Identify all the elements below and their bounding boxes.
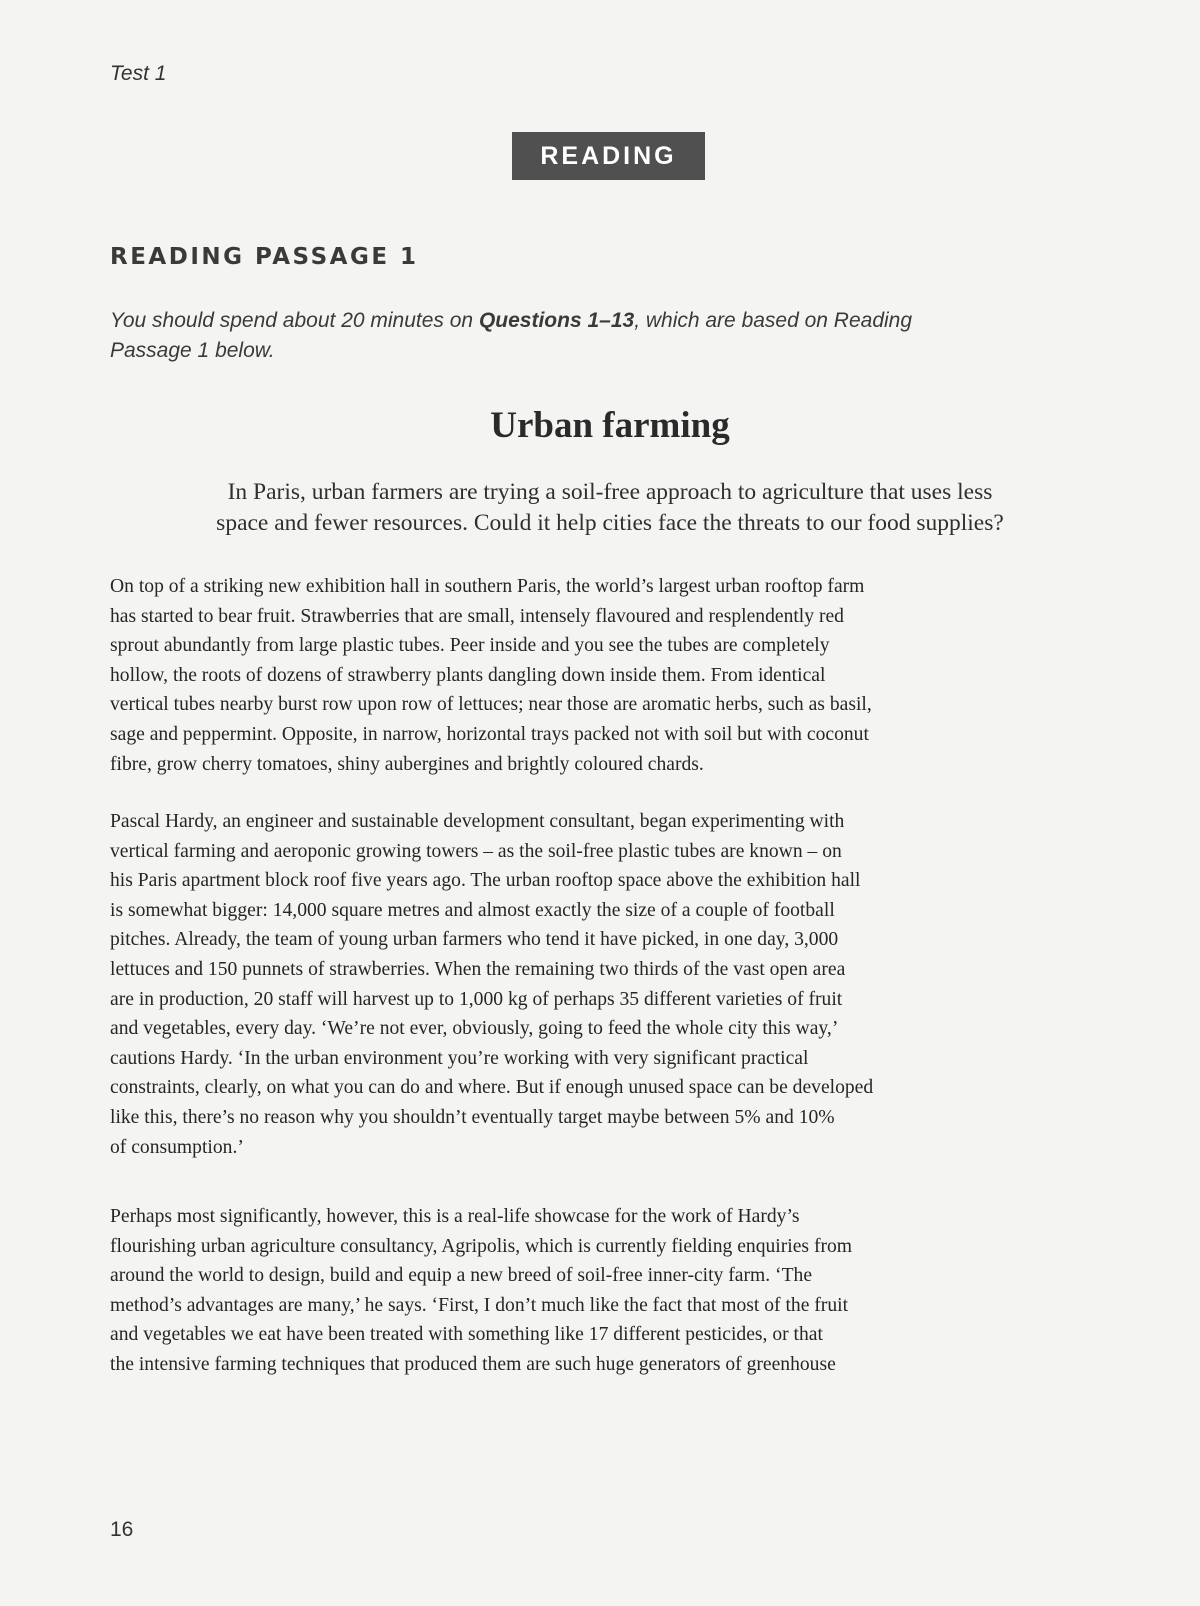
text-line: lettuces and 150 punnets of strawberries. When the remaining two thirds of the vast open area (110, 958, 846, 980)
text-line: vertical farming and aeroponic growing towers – as the soil-free plastic tubes are known – on (110, 840, 842, 862)
instruction-text: You should spend about 20 minutes on (110, 309, 479, 332)
paragraph-1 (110, 572, 1110, 779)
paragraph-3 (110, 1202, 1110, 1380)
text-line: around the world to design, build and equip a new breed of soil-free inner-city farm. ‘The (110, 1265, 813, 1287)
subtitle-line: In Paris, urban farmers are trying a soil-free approach to agriculture that uses less (227, 479, 993, 505)
text-line: like this, there’s no reason why you shouldn’t eventually target maybe between 5% and 10% (110, 1106, 835, 1128)
text-line: and vegetables, every day. ‘We’re not ever, obviously, going to feed the whole city this way,’ (110, 1018, 839, 1040)
text-line: flourishing urban agriculture consultancy, Agripolis, which is currently fielding enquiries from (110, 1235, 853, 1257)
subtitle-line: space and fewer resources. Could it help cities face the threats to our food supplies? (216, 510, 1004, 536)
paragraph-2 (110, 807, 1110, 1162)
test-label: Test 1 (110, 62, 167, 85)
text-line: of consumption.’ (110, 1136, 244, 1158)
text-line: method’s advantages are many,’ he says. ‘First, I don’t much like the fact that most of the fruit (110, 1294, 849, 1316)
instruction-questions: Questions 1–13 (478, 309, 635, 332)
text-line: Perhaps most significantly, however, this is a real-life showcase for the work of Hardy’s (110, 1206, 800, 1227)
article-title: Urban farming (490, 405, 730, 446)
text-line: sprout abundantly from large plastic tubes. Peer inside and you see the tubes are completely (110, 635, 830, 657)
instruction-text-after: , which are based on Reading (634, 309, 913, 332)
text-line: has started to bear fruit. Strawberries that are small, intensely flavoured and resplendently red (110, 605, 844, 627)
text-line: vertical tubes nearby burst row upon row of lettuces; near those are aromatic herbs, such as basil, (110, 694, 872, 716)
instructions (110, 306, 1100, 366)
text-line: his Paris apartment block roof five years ago. The urban rooftop space above the exhibition hall (110, 870, 861, 892)
text-line: are in production, 20 staff will harvest up to 1,000 kg of perhaps 35 different varieties of fruit (110, 988, 843, 1010)
text-line: the intensive farming techniques that produced them are such huge generators of greenhouse (110, 1353, 836, 1375)
text-line: Pascal Hardy, an engineer and sustainable development consultant, began experimenting with (110, 811, 845, 832)
text-line: pitches. Already, the team of young urban farmers who tend it have picked, in one day, 3,000 (110, 929, 839, 951)
passage-heading: READING PASSAGE 1 (110, 244, 419, 270)
text-line: sage and peppermint. Opposite, in narrow, horizontal trays packed not with soil but with coconut (110, 723, 869, 745)
text-line: and vegetables we eat have been treated with something like 17 different pesticides, or that (110, 1324, 823, 1346)
article-subtitle (120, 477, 1100, 539)
text-line: On top of a striking new exhibition hall in southern Paris, the world’s largest urban rooftop farm (110, 576, 865, 597)
text-line: constraints, clearly, on what you can do and where. But if enough unused space can be developed (110, 1077, 874, 1099)
instruction-text-line2: Passage 1 below. (110, 339, 275, 362)
text-line: fibre, grow cherry tomatoes, shiny aubergines and brightly coloured chards. (110, 753, 704, 775)
page-number: 16 (110, 1518, 134, 1541)
text-line: hollow, the roots of dozens of strawberry plants dangling down inside them. From identical (110, 664, 826, 686)
text-line: is somewhat bigger: 14,000 square metres and almost exactly the size of a couple of football (110, 899, 835, 921)
section-badge: READING (512, 132, 705, 180)
text-line: cautions Hardy. ‘In the urban environment you’re working with very significant practical (110, 1047, 809, 1069)
